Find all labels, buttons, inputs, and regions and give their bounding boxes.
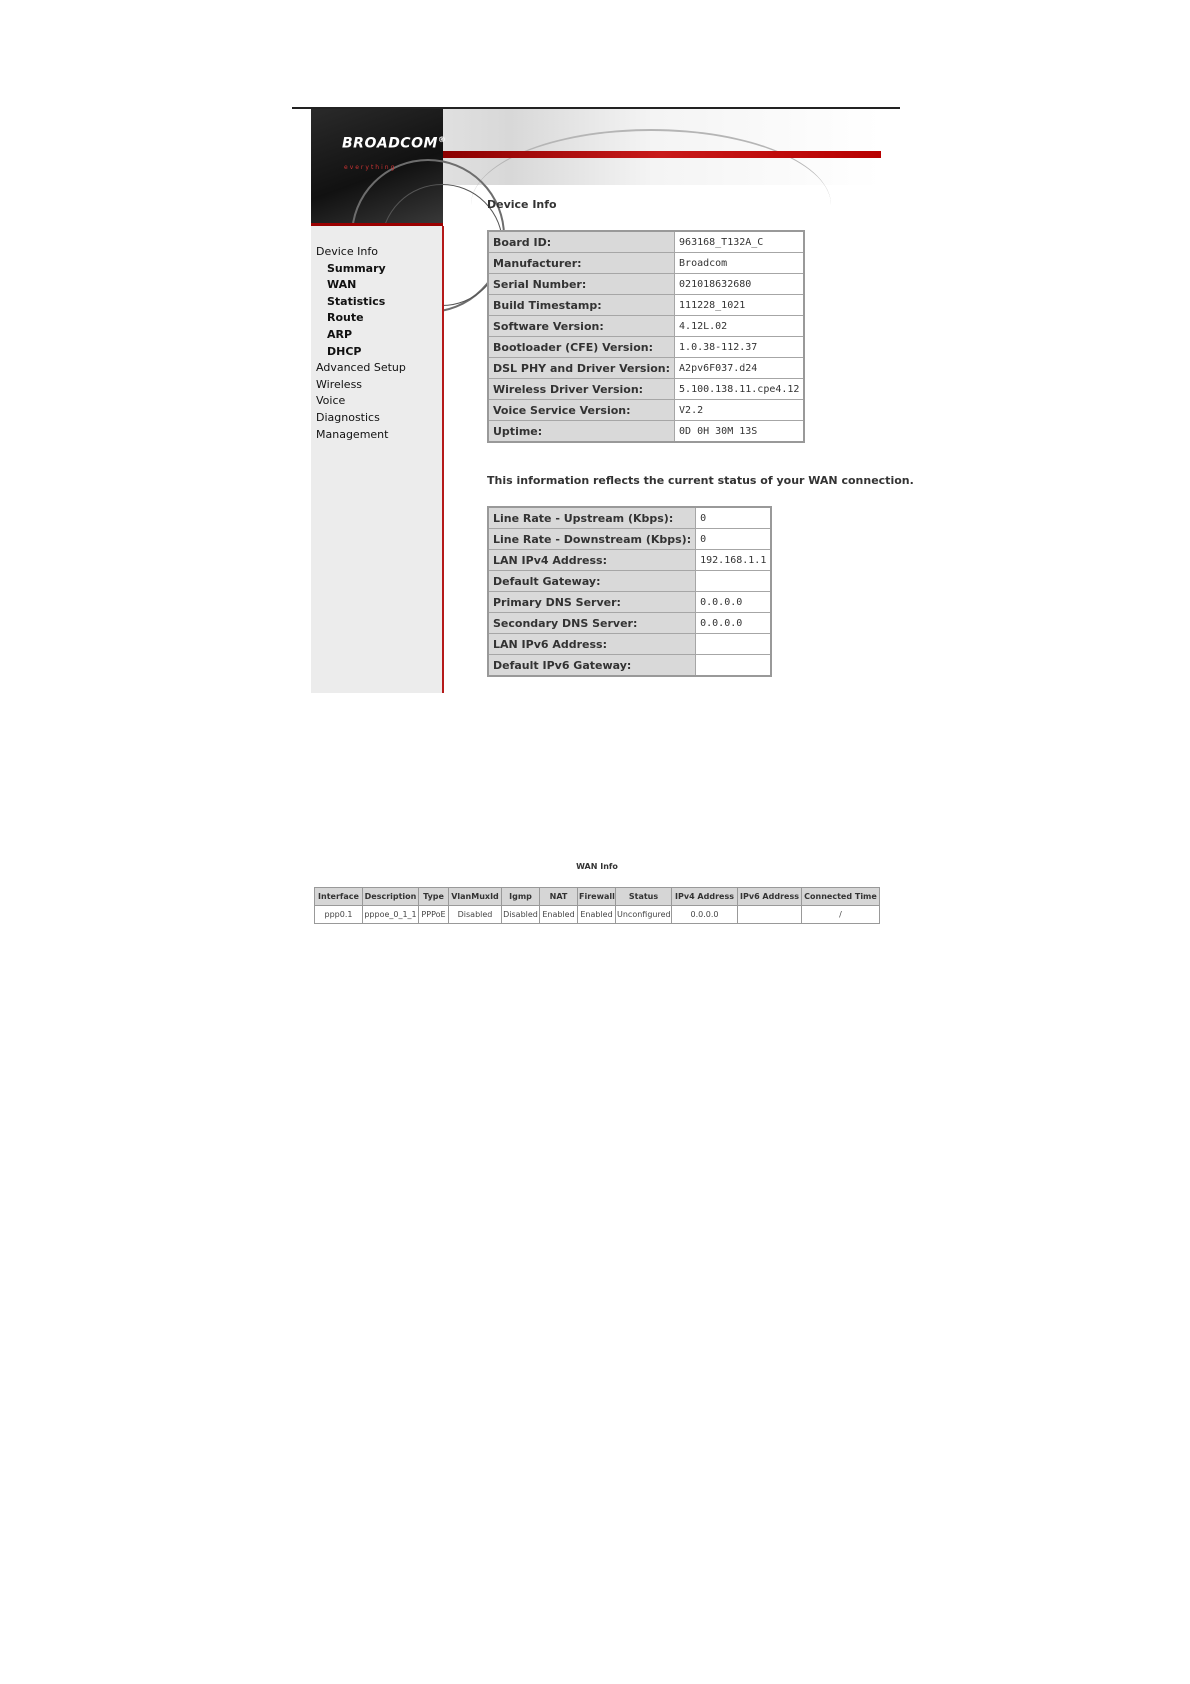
- column-header-nat: NAT: [540, 888, 578, 906]
- row-value: 0: [696, 529, 772, 550]
- table-row: [488, 421, 804, 443]
- device-info-table: [487, 230, 805, 443]
- table-row: [488, 253, 804, 274]
- column-header-firewall: Firewall: [578, 888, 616, 906]
- row-label: Manufacturer:: [488, 253, 675, 274]
- table-row: [488, 231, 804, 253]
- column-header-ipv6-address: IPv6 Address: [738, 888, 802, 906]
- row-label: Bootloader (CFE) Version:: [488, 337, 675, 358]
- row-label: Uptime:: [488, 421, 675, 443]
- sidebar-item-dhcp[interactable]: DHCP: [327, 344, 362, 358]
- sidebar-item-device-info[interactable]: Device Info: [316, 245, 378, 258]
- row-value: [696, 634, 772, 655]
- column-header-type: Type: [419, 888, 449, 906]
- table-row: [488, 379, 804, 400]
- table-row: [488, 613, 771, 634]
- row-value: V2.2: [675, 400, 805, 421]
- broadcom-logo[interactable]: [311, 109, 447, 226]
- logo-text: BROADCOM®: [342, 135, 447, 152]
- column-header-ipv4-address: IPv4 Address: [672, 888, 738, 906]
- sidebar-item-summary[interactable]: Summary: [327, 261, 386, 275]
- table-row: [488, 358, 804, 379]
- row-value: 1.0.38-112.37: [675, 337, 805, 358]
- table-row: [488, 592, 771, 613]
- row-value: 192.168.1.1: [696, 550, 772, 571]
- row-label: Board ID:: [488, 231, 675, 253]
- row-label: Build Timestamp:: [488, 295, 675, 316]
- sidebar-item-arp[interactable]: ARP: [327, 327, 353, 341]
- table-row: [488, 274, 804, 295]
- sidebar-item-advanced-setup[interactable]: Advanced Setup: [316, 361, 406, 375]
- row-value: Broadcom: [675, 253, 805, 274]
- row-label: Software Version:: [488, 316, 675, 337]
- row-label: LAN IPv6 Address:: [488, 634, 696, 655]
- cell-status: Unconfigured: [616, 906, 672, 924]
- cell-vlanmuxid: Disabled: [449, 906, 502, 924]
- column-header-description: Description: [363, 888, 419, 906]
- cell-connected-time: /: [802, 906, 880, 924]
- sidebar-item-management[interactable]: Management: [316, 427, 389, 441]
- page-title: Device Info: [487, 198, 557, 211]
- column-header-connected-time: Connected Time: [802, 888, 880, 906]
- table-row: [488, 529, 771, 550]
- sidebar-item-wireless[interactable]: Wireless: [316, 377, 363, 391]
- wan-info-title: WAN Info: [576, 862, 618, 871]
- row-value: 0D 0H 30M 13S: [675, 421, 805, 443]
- column-header-igmp: Igmp: [502, 888, 540, 906]
- sidebar-item-wan[interactable]: WAN: [327, 278, 357, 292]
- cell-igmp: Disabled: [502, 906, 540, 924]
- sidebar: [311, 226, 444, 693]
- wan-info-table: [314, 887, 880, 924]
- row-label: Default IPv6 Gateway:: [488, 655, 696, 677]
- row-label: Default Gateway:: [488, 571, 696, 592]
- table-row: [488, 507, 771, 529]
- row-label: Serial Number:: [488, 274, 675, 295]
- row-value: 021018632680: [675, 274, 805, 295]
- cell-type: PPPoE: [419, 906, 449, 924]
- row-label: LAN IPv4 Address:: [488, 550, 696, 571]
- logo-tagline: everything: [344, 164, 397, 171]
- column-header-status: Status: [616, 888, 672, 906]
- row-value: 111228_1021: [675, 295, 805, 316]
- cell-description: pppoe_0_1_1: [363, 906, 419, 924]
- table-row: [488, 337, 804, 358]
- row-value: 5.100.138.11.cpe4.12: [675, 379, 805, 400]
- sidebar-item-route[interactable]: Route: [327, 311, 364, 325]
- table-row: [488, 634, 771, 655]
- sidebar-item-voice[interactable]: Voice: [316, 394, 346, 408]
- row-label: Primary DNS Server:: [488, 592, 696, 613]
- table-row: [488, 550, 771, 571]
- cell-interface: ppp0.1: [315, 906, 363, 924]
- row-value: [696, 571, 772, 592]
- sidebar-nav: [311, 244, 406, 443]
- row-value: 0: [696, 507, 772, 529]
- cell-ipv4-address: 0.0.0.0: [672, 906, 738, 924]
- row-label: Voice Service Version:: [488, 400, 675, 421]
- sidebar-item-statistics[interactable]: Statistics: [327, 294, 386, 308]
- row-label: Wireless Driver Version:: [488, 379, 675, 400]
- cell-nat: Enabled: [540, 906, 578, 924]
- table-row: [488, 295, 804, 316]
- wan-status-table: [487, 506, 772, 677]
- row-label: Line Rate - Downstream (Kbps):: [488, 529, 696, 550]
- row-value: A2pv6F037.d24: [675, 358, 805, 379]
- cell-ipv6-address: [738, 906, 802, 924]
- table-row: [488, 571, 771, 592]
- column-header-interface: Interface: [315, 888, 363, 906]
- row-value: 0.0.0.0: [696, 592, 772, 613]
- row-label: DSL PHY and Driver Version:: [488, 358, 675, 379]
- table-row: [315, 906, 880, 924]
- table-row: [488, 316, 804, 337]
- wan-status-note: This information reflects the current status of your WAN connection.: [487, 474, 914, 487]
- table-row: [488, 400, 804, 421]
- row-label: Line Rate - Upstream (Kbps):: [488, 507, 696, 529]
- row-value: 0.0.0.0: [696, 613, 772, 634]
- row-label: Secondary DNS Server:: [488, 613, 696, 634]
- sidebar-item-diagnostics[interactable]: Diagnostics: [316, 410, 380, 424]
- table-row: [488, 655, 771, 677]
- cell-firewall: Enabled: [578, 906, 616, 924]
- row-value: 4.12L.02: [675, 316, 805, 337]
- row-value: 963168_T132A_C: [675, 231, 805, 253]
- row-value: [696, 655, 772, 677]
- column-header-vlanmuxid: VlanMuxId: [449, 888, 502, 906]
